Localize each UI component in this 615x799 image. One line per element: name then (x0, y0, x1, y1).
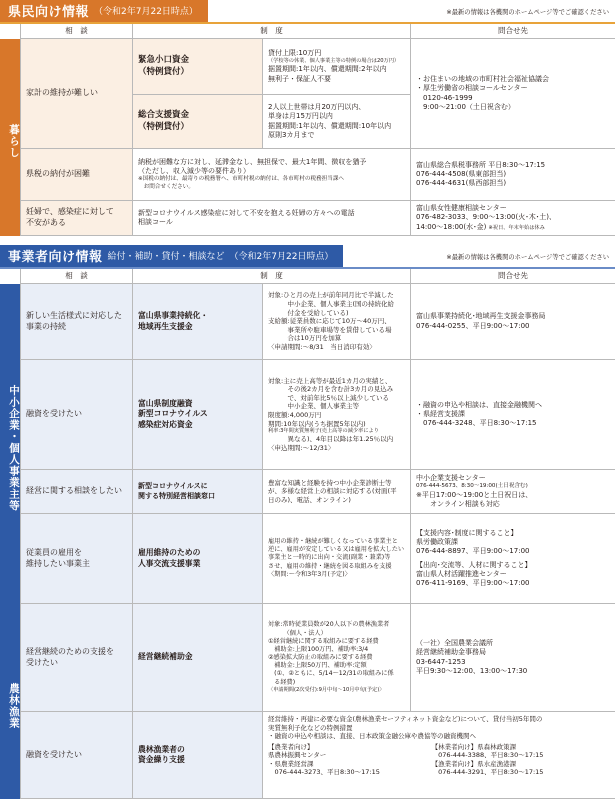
row-pregnant-consult: 妊婦で、感染症に対して 不安がある (20, 201, 132, 236)
contact-line: 076-444-3273、平日8:30～17:15 (268, 768, 380, 777)
detail-line: 実質無利子化などの特例措置 (268, 723, 353, 732)
contact-line: 076-482-3033、9:00～13:00(火･木･土)、 (416, 213, 556, 222)
household-contact (410, 39, 615, 149)
detail-line: 対象:ひと月の売上が前年同月比で半減した (268, 291, 394, 300)
section2-title: 事業者向け情報 (8, 249, 103, 265)
detail-line: 経営維持・再建に必要な資金(農林漁業セーフティネット資金など)について、貸付当初5年間の (268, 715, 543, 723)
household-consult-text: 家計の維持が難しい (26, 88, 98, 98)
detail-line: る経費) (268, 678, 296, 686)
detail-line: が、多様な経営上の相談に対応する(対面(平 (268, 487, 397, 496)
emergency-fund-system: 緊急小口資金 （特例貸付） (132, 39, 262, 95)
contact-line: オンライン相談も対応 (416, 499, 500, 508)
detail-line: 雇用の維持・継続が難しくなっている事業主と (268, 538, 398, 546)
contact-line: ・お住まいの地域の市町村社会福祉協議会 (416, 75, 549, 84)
section2-table (0, 269, 615, 799)
detail-line: 支給額:従業員数に応じて10万～40万円、 (268, 317, 391, 326)
contact-line: 富山県女性健康相談センター (416, 204, 507, 213)
detail-line: 補助金:上限50万円、補助率:定額 (268, 662, 367, 670)
detail-line: 限度額:4,000万円 (268, 411, 322, 420)
detail-line: お問合せください。 (138, 183, 194, 190)
detail-line: 対象:主に売上高等が最近1カ月の実績と、 (268, 376, 392, 385)
detail-line: 付金を受給している) (268, 308, 349, 317)
section1-date: （令和2年7月22日時点） (94, 6, 198, 17)
section1-table (0, 24, 615, 236)
section2-notice: ※最新の情報は各機関のホームページ等でご確認ください (446, 253, 609, 261)
col-system-header-2: 制 度 (132, 269, 410, 284)
contact-line: 県労働政策課 (416, 538, 458, 547)
contact-line: 076-444-0255、平日9:00～17:00 (416, 321, 530, 330)
agri-loan-farmer-contact (268, 743, 432, 777)
newlife-detail (262, 284, 410, 360)
category-kurashi: 暮らし (0, 39, 20, 236)
contact-line: ・県農業経営課 (268, 759, 314, 768)
mgmt-detail (262, 470, 410, 514)
detail-line: 補助金:上限100万円、補助率:3/4 (268, 645, 369, 653)
contact-line: 076-444-3248、平日8:30～17:15 (416, 419, 537, 428)
detail-line: 〈申請期間(2次受付):9月中旬～10月中旬(予定)〉 (268, 686, 385, 693)
section1-title-box (0, 0, 208, 22)
contact-line: ・厚生労働省の相談コールセンター (416, 84, 528, 93)
detail-line: 貸付上限:10万円 (268, 49, 322, 58)
contact-line: 平日9:30～12:00、13:00～17:30 (416, 666, 528, 675)
detail-line: 新型コロナウイルス感染症に対して不安を抱える妊婦の方々への電話 (138, 208, 355, 217)
detail-line: ②感染拡大防止の取組みに要する経費 (268, 654, 373, 662)
section2-header (0, 245, 615, 269)
contact-line: （一社）全国農業会議所 (416, 639, 493, 648)
col-consult-header-2: 相 談 (20, 269, 132, 284)
contact-line: 【農業者向け】 (268, 742, 314, 751)
row-tax-consult (20, 149, 132, 201)
pregnant-detail (132, 201, 410, 236)
detail-line: 異なる)、4年目以降は年1.25％以内 (268, 435, 394, 444)
section1-header (0, 0, 615, 24)
contact-line: 076-444-3291、平日8:30～17:15 (431, 768, 544, 777)
agri-loan-consult-text: 融資を受けたい (26, 749, 82, 759)
row-agri-loan-consult (20, 712, 132, 799)
row-continuation-consult: 経営継続のための支援を 受けたい (20, 604, 132, 712)
general-support-detail (262, 95, 410, 149)
continuation-system-text: 経営継続補助金 (138, 652, 193, 662)
contact-line: 076-411-9169、平日9:00～17:00 (416, 578, 530, 587)
contact-line: ・融資の申込や相談は、直接金融機関へ (416, 400, 542, 409)
contact-line: 富山県人材活躍推進センター (416, 569, 507, 578)
continuation-system (132, 604, 262, 712)
detail-line: 事業所や駐車場等を賃借している場 (268, 325, 392, 334)
detail-line: 据置期間:1年以内、償還期間:10年以内 (268, 121, 392, 130)
detail-line: 逆に、雇用が安定している又は雇用を拡大したい (268, 546, 405, 554)
tax-consult-text: 県税の納付が困難 (26, 169, 90, 179)
contact-note: ※祝日、年末年始は休み (488, 224, 545, 231)
employment-contact (410, 514, 615, 604)
contact-line: 経営継続補助金事務局 (416, 648, 486, 657)
contact-line: 076-444-8897、平日9:00～17:00 (416, 547, 530, 556)
continuation-detail (262, 604, 410, 712)
detail-line: 〈申込期間:～12/31〉 (268, 443, 335, 452)
detail-line: 対象:常時従業員数が20人以下の農林漁業者 (268, 621, 390, 629)
detail-line: 原則3カ月まで (268, 130, 315, 139)
detail-line: 事業主と一時的に出向・交流(副業・兼業)等 (268, 554, 391, 562)
row-mgmt-consult (20, 470, 132, 514)
section2-date: （令和2年7月22日時点） (229, 251, 334, 262)
detail-line: 豊富な知識と経験を持つ中小企業診断士等 (268, 478, 392, 487)
detail-line: ※国税の納付は、最寄りの税務署へ、市町村税の納付は、各市町村の税務担当課へ (138, 176, 345, 183)
detail-line: 2人以上世帯は月20万円以内、 (268, 103, 366, 112)
col-consult-header: 相 談 (20, 24, 132, 39)
detail-line: 中小企業、個人事業主等 (268, 402, 359, 411)
detail-line: 〈申請期間:～8/31 当日消印有効〉 (268, 342, 376, 351)
loan-detail (262, 360, 410, 470)
mgmt-consult-text: 経営に関する相談をしたい (26, 486, 122, 496)
contact-line: 9:00～21:00（土日祝含む） (416, 102, 515, 111)
detail-line: 〈期間:～令和3年3月(予定)〉 (268, 570, 351, 578)
detail-line: ・融資の申込や相談は、直接、日本政策金融公庫や農協等の融資機関へ (268, 732, 476, 741)
detail-line: （学校等の休業、個人事業主等の特例の場合は20万円） (268, 58, 400, 65)
section1-title: 県民向け情報 (8, 4, 90, 20)
continuation-contact (410, 604, 615, 712)
general-support-system: 総合支援資金 （特例貸付） (132, 95, 262, 149)
contact-line: 0120-46-1999 (416, 93, 473, 102)
section2-title-box (0, 245, 343, 267)
mgmt-contact (410, 470, 615, 514)
contact-line: 県農林振興センター (268, 751, 327, 760)
row-loan-consult (20, 360, 132, 470)
agri-loan-system: 農林漁業者の 資金繰り支援 (132, 712, 262, 799)
detail-line: 相談コール (138, 218, 173, 226)
detail-line: 合は10万円を加算 (268, 334, 342, 343)
detail-line: 利率:3年間実質無利子(売上高等の減少率により (268, 428, 379, 435)
agri-loan-forest-fish-contact (432, 743, 610, 777)
contact-line: 【林業者向け】県森林政策課 (431, 742, 517, 751)
loan-system: 富山県制度融資 新型コロナウイルス 感染症対応資金 (132, 360, 262, 470)
detail-line: で、対前年比5％以上減少している (268, 393, 390, 402)
contact-line: ※平日17:00～19:00と土日祝日は、 (416, 490, 533, 499)
row-household-consult (20, 39, 132, 149)
section1-notice: ※最新の情報は各機関のホームページ等でご確認ください (446, 8, 609, 16)
pregnant-contact (410, 201, 615, 236)
detail-line: ①経営継続に関する取組みに要する経費 (268, 637, 379, 645)
col-contact-header: 問合せ先 (410, 24, 615, 39)
detail-line: 納税が困難な方に対し、延滞金なし、無担保で、最大1年間、徴収を猶予 (138, 157, 367, 166)
detail-line: 据置期間:1年以内、償還期間:2年以内 (268, 65, 387, 74)
contact-line: 中小企業支援センター (416, 473, 486, 482)
category-sme: 中小企業・個人事業主等 (0, 284, 20, 604)
detail-line: 単身は月15万円以内 (268, 112, 333, 121)
contact-line: 076-444-3388、平日8:30～17:15 (431, 751, 544, 760)
detail-line: (①、②ともに、5/14～12/31の取組みに係 (268, 670, 394, 678)
detail-line: その後2カ月を含む計3カ月の見込み (268, 385, 394, 394)
detail-line: 中小企業、個人事業主(国の持続化給 (268, 300, 395, 309)
contact-line: 076-444-4508(県東部担当) (416, 169, 507, 178)
detail-line: 期間:10年以内(うち据置5年以内) (268, 419, 366, 428)
newlife-contact (410, 284, 615, 360)
contact-line: ・県経営支援課 (416, 409, 465, 418)
row-newlife-consult: 新しい生活様式に対応した 事業の持続 (20, 284, 132, 360)
col-contact-header-2: 問合せ先 (410, 269, 615, 284)
detail-line: させ、雇用の維持・継続を図る取組みを支援 (268, 562, 392, 570)
row-employment-consult: 従業員の雇用を 維持したい事業主 (20, 514, 132, 604)
loan-consult-text: 融資を受けたい (26, 409, 82, 419)
section2-subtitle: 給付・補助・貸付・相談など (107, 251, 225, 262)
contact-line: 【漁業者向け】県水産漁港課 (431, 759, 517, 768)
category-agri: 農林漁業 (0, 604, 20, 799)
employment-system: 雇用維持のための 人事交流支援事業 (132, 514, 262, 604)
tax-contact (410, 149, 615, 201)
detail-line: 無利子・保証人不要 (268, 74, 331, 83)
emergency-fund-detail (262, 39, 410, 95)
mgmt-system: 新型コロナウイルスに 関する特別経営相談窓口 (132, 470, 262, 514)
detail-line: （個人・法人） (268, 629, 327, 637)
contact-line: 076-444-5673、8:30～19:00(土日祝含む) (416, 483, 528, 490)
contact-line: 富山県総合県税事務所 平日8:30～17:15 (416, 160, 546, 169)
col-system-header: 制 度 (132, 24, 410, 39)
contact-line: 富山県事業持続化･地域再生支援金事務局 (416, 312, 546, 321)
contact-line: 076-444-4631(県西部担当) (416, 179, 507, 188)
loan-contact (410, 360, 615, 470)
agri-loan-detail (262, 712, 615, 799)
contact-line: 03-6447-1253 (416, 657, 466, 666)
contact-line: 【支援内容･制度に関すること】 (416, 528, 518, 537)
employment-detail (262, 514, 410, 604)
detail-line: （ただし、収入減少等の要件あり） (138, 167, 250, 176)
contact-line: 14:00～18:00(水･金) (416, 222, 487, 231)
newlife-system: 富山県事業持続化・ 地域再生支援金 (132, 284, 262, 360)
tax-detail (132, 149, 410, 201)
contact-line: 【出向･交流等、人材に関すること】 (416, 560, 532, 569)
detail-line: 日のみ)、電話、オンライン) (268, 495, 351, 504)
